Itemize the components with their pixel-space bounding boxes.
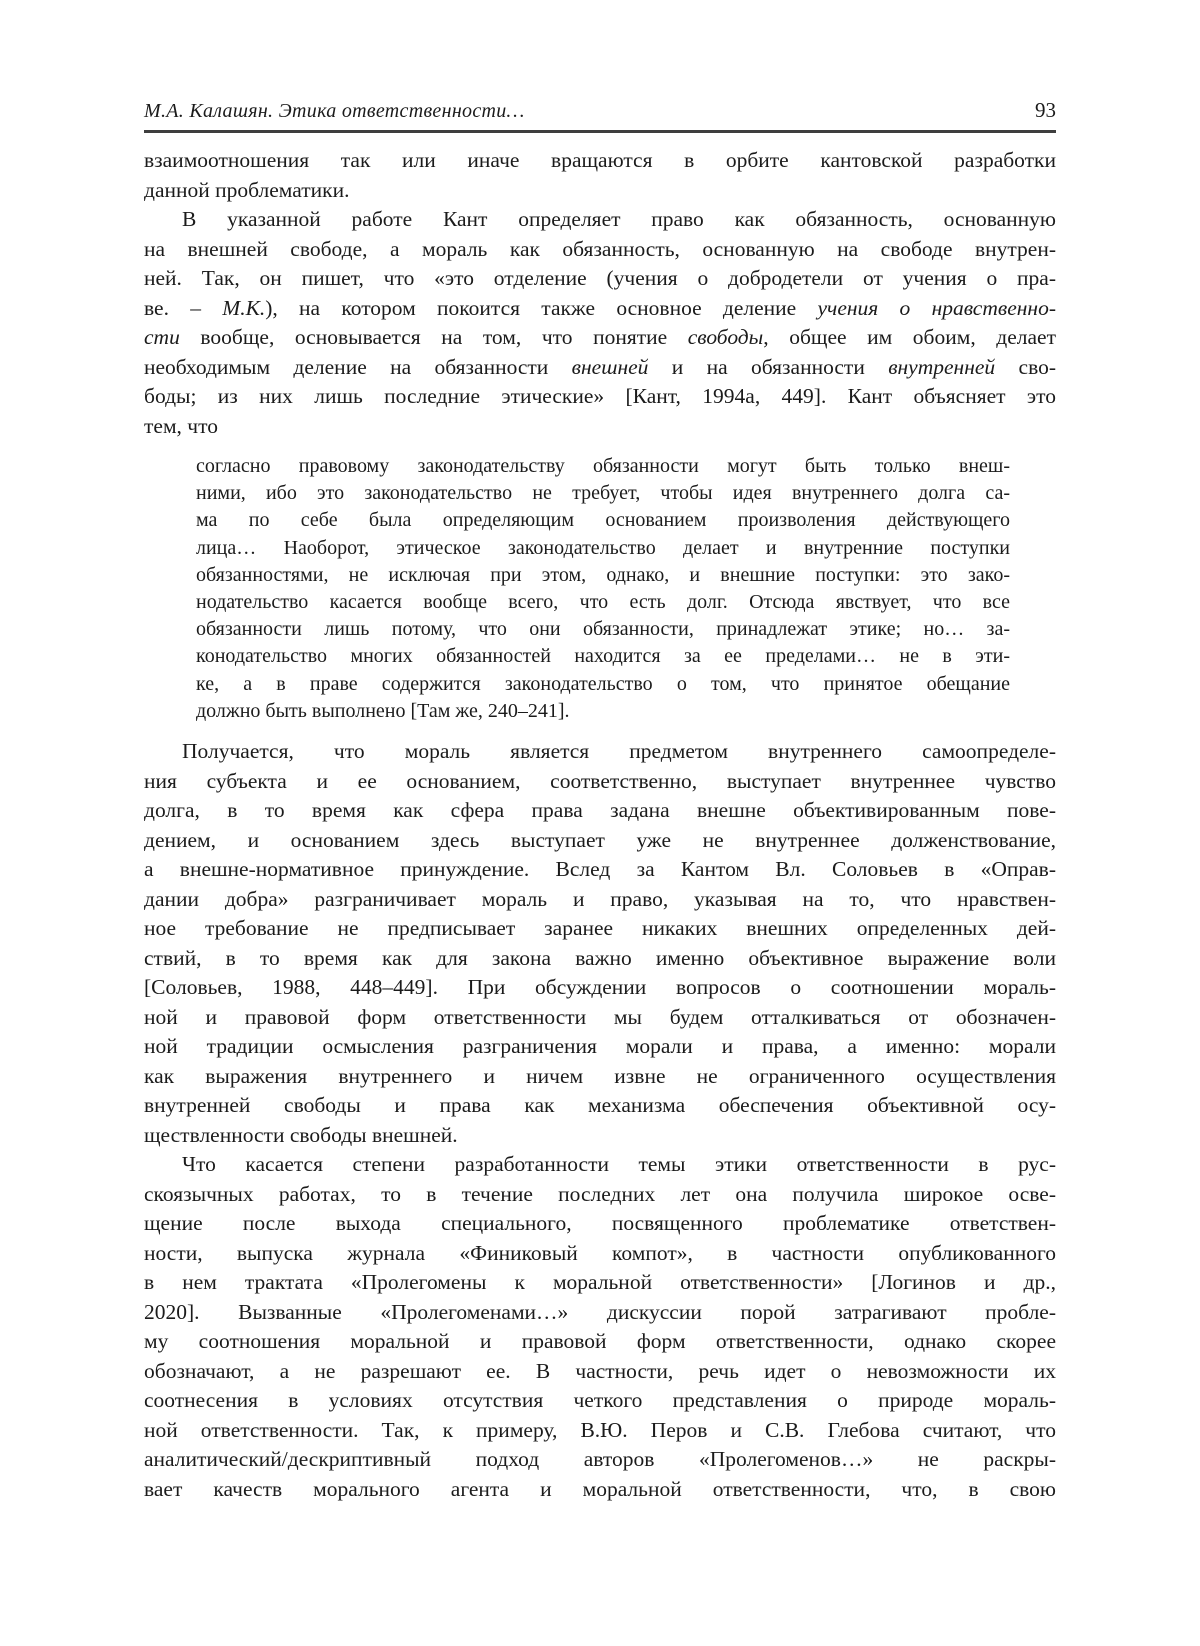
text-line	[196, 562, 1010, 589]
text-segment: [Соловьев, 1988, 448–449]. При обсуждении вопросов о соотношении мораль-	[144, 975, 1056, 1000]
text-line	[144, 973, 1056, 1003]
text-segment: дением, и основанием здесь выступает уже не внутреннее долженствование,	[144, 827, 1056, 852]
text-line	[144, 353, 1056, 383]
text-segment: ности, выпуска журнала «Финиковый компот», в частности опубликованного	[144, 1240, 1056, 1265]
page-number: 93	[1035, 98, 1056, 122]
text-line	[144, 1091, 1056, 1121]
text-segment: согласно правовому законодательству обязанности могут быть только внеш-	[196, 455, 1010, 477]
text-segment: в нем трактата «Пролегомены к моральной ответственности» [Логинов и др.,	[144, 1270, 1056, 1295]
block-quote	[196, 453, 1010, 725]
text-line	[144, 1298, 1056, 1328]
text-line	[144, 146, 1056, 176]
text-segment: Получается, что мораль является предметом внутреннего самоопределе-	[182, 739, 1056, 764]
text-line	[144, 1357, 1056, 1387]
running-title: М.А. Калашян. Этика ответственности…	[144, 100, 525, 122]
text-segment: аналитический/дескриптивный подход авторов «Пролегоменов…» не раскры-	[144, 1447, 1056, 1472]
text-line	[196, 453, 1010, 480]
text-segment: сво-	[995, 354, 1056, 379]
text-segment: боды; из них лишь последние этические» [Кант, 1994а, 449]. Кант объясняет это	[144, 384, 1056, 408]
paragraph	[144, 146, 1056, 205]
text-line	[196, 480, 1010, 507]
page-header	[144, 98, 1056, 133]
text-segment: ной ответственности. Так, к примеру, В.Ю. Перов и С.В. Глебова считают, что	[144, 1417, 1056, 1442]
text-line	[144, 176, 1056, 206]
text-segment: ке, а в праве содержится законодательство о том, что принятое обещание	[196, 672, 1010, 695]
text-segment: данной проблематики.	[144, 177, 350, 202]
text-segment: ния субъекта и ее основанием, соответственно, выступает внутреннее чувство	[144, 768, 1056, 793]
text-segment: , общее им обоим, делает	[763, 325, 1056, 349]
text-line	[144, 826, 1056, 856]
text-line	[196, 643, 1010, 670]
italic-text-segment: учения о нравственно-	[817, 295, 1056, 320]
text-segment: обозначают, а не разрешают ее. В частности, речь идет о невозможности их	[144, 1358, 1056, 1383]
paragraph	[144, 1150, 1056, 1504]
text-line	[144, 796, 1056, 826]
text-line	[196, 535, 1010, 562]
text-line	[144, 914, 1056, 944]
text-segment: вообще, основывается на том, что понятие	[179, 325, 688, 349]
text-segment: Что касается степени разработанности темы этики ответственности в рус-	[182, 1152, 1056, 1177]
text-segment: обязанностями, не исключая при этом, однако, и внешние поступки: это зако-	[196, 563, 1010, 586]
text-segment: ней. Так, он пишет, что «это отделение (учения о добродетели от учения о пра-	[144, 266, 1056, 290]
text-line	[144, 412, 1056, 442]
text-line	[144, 1209, 1056, 1239]
text-line	[144, 264, 1056, 294]
text-line	[144, 885, 1056, 915]
text-line	[144, 855, 1056, 885]
text-segment: му соотношения моральной и правовой форм ответственности, однако скорее	[144, 1329, 1056, 1354]
text-segment: как выражения внутреннего и ничем извне не ограниченного осуществления	[144, 1063, 1056, 1088]
text-line	[196, 671, 1010, 698]
text-line	[196, 698, 1010, 725]
text-segment: взаимоотношения так или иначе вращаются в орбите кантовской разработки	[144, 148, 1056, 172]
italic-text-segment: свободы	[687, 325, 764, 349]
text-segment: и на обязанности	[648, 354, 889, 379]
text-line	[144, 767, 1056, 797]
paragraph	[144, 205, 1056, 441]
text-line	[144, 1386, 1056, 1416]
text-line	[144, 1032, 1056, 1062]
text-segment: обязанности лишь потому, что они обязанности, принадлежат этике; но… за-	[196, 618, 1010, 641]
text-line	[196, 507, 1010, 534]
text-line	[144, 294, 1056, 324]
text-segment: ществленности свободы внешней.	[144, 1122, 458, 1147]
text-segment: конодательство многих обязанностей находится за ее пределами… не в эти-	[196, 645, 1010, 668]
text-segment: скоязычных работах, то в течение последних лет она получила широкое осве-	[144, 1181, 1056, 1206]
text-segment: долга, в то время как сфера права задана внешне объективированным пове-	[144, 798, 1056, 823]
text-segment: на внешней свободе, а мораль как обязанность, основанную на свободе внутрен-	[144, 236, 1056, 261]
text-line	[144, 1327, 1056, 1357]
text-segment: нодательство касается вообще всего, что есть долг. Отсюда явствует, что все	[196, 591, 1010, 614]
text-segment: ), на котором покоится также основное деление	[265, 295, 818, 320]
text-line	[144, 1475, 1056, 1505]
text-segment: лица… Наоборот, этическое законодательство делает и внутренние поступки	[196, 536, 1010, 559]
text-segment: дании добра» разграничивает мораль и право, указывая на то, что нравствен-	[144, 886, 1056, 911]
text-segment: щение после выхода специального, посвященного проблематике ответствен-	[144, 1211, 1056, 1236]
text-segment: тем, что	[144, 413, 218, 438]
text-line	[144, 1180, 1056, 1210]
text-line	[144, 1003, 1056, 1033]
italic-text-segment: сти	[144, 325, 180, 349]
text-line	[144, 1121, 1056, 1151]
text-segment: а внешне-нормативное принуждение. Вслед за Кантом Вл. Соловьев в «Оправ-	[144, 857, 1056, 882]
text-segment: ма по себе была определяющим основанием произволения действующего	[196, 509, 1010, 532]
text-segment: вает качеств морального агента и моральной ответственности, что, в свою	[144, 1476, 1056, 1501]
text-line	[196, 616, 1010, 643]
text-line	[144, 1268, 1056, 1298]
text-segment: ствий, в то время как для закона важно именно объективное выражение воли	[144, 945, 1056, 970]
article-body	[144, 146, 1056, 1504]
text-segment: ной и правовой форм ответственности мы будем отталкиваться от обозначен-	[144, 1004, 1056, 1029]
text-segment: В указанной работе Кант определяет право как обязанность, основанную	[182, 207, 1056, 231]
text-line	[144, 1062, 1056, 1092]
text-line	[144, 1416, 1056, 1446]
italic-text-segment: внешней	[571, 354, 649, 379]
paragraph	[144, 737, 1056, 1150]
text-segment: ве. –	[144, 295, 223, 320]
italic-text-segment: М.К.	[222, 295, 266, 320]
text-line	[144, 235, 1056, 265]
text-segment: ними, ибо это законодательство не требует, чтобы идея внутреннего долга са-	[196, 482, 1010, 505]
text-line	[144, 944, 1056, 974]
text-line	[144, 737, 1056, 767]
italic-text-segment: внутренней	[888, 354, 996, 379]
text-segment: ной традиции осмысления разграничения морали и права, а именно: морали	[144, 1034, 1056, 1059]
text-segment: соотнесения в условиях отсутствия четкого представления о природе мораль-	[144, 1388, 1056, 1413]
text-segment: внутренней свободы и права как механизма обеспечения объективной осу-	[144, 1093, 1056, 1118]
text-line	[196, 589, 1010, 616]
text-segment: должно быть выполнено [Там же, 240–241].	[196, 699, 570, 722]
text-line	[144, 1150, 1056, 1180]
page-content	[144, 98, 1056, 1504]
text-segment: необходимым деление на обязанности	[144, 354, 572, 379]
text-line	[144, 382, 1056, 412]
text-line	[144, 1239, 1056, 1269]
text-line	[144, 323, 1056, 353]
text-line	[144, 205, 1056, 235]
text-segment: 2020]. Вызванные «Пролегоменами…» дискуссии порой затрагивают пробле-	[144, 1299, 1056, 1324]
text-segment: ное требование не предписывает заранее никаких внешних определенных дей-	[144, 916, 1056, 941]
text-line	[144, 1445, 1056, 1475]
